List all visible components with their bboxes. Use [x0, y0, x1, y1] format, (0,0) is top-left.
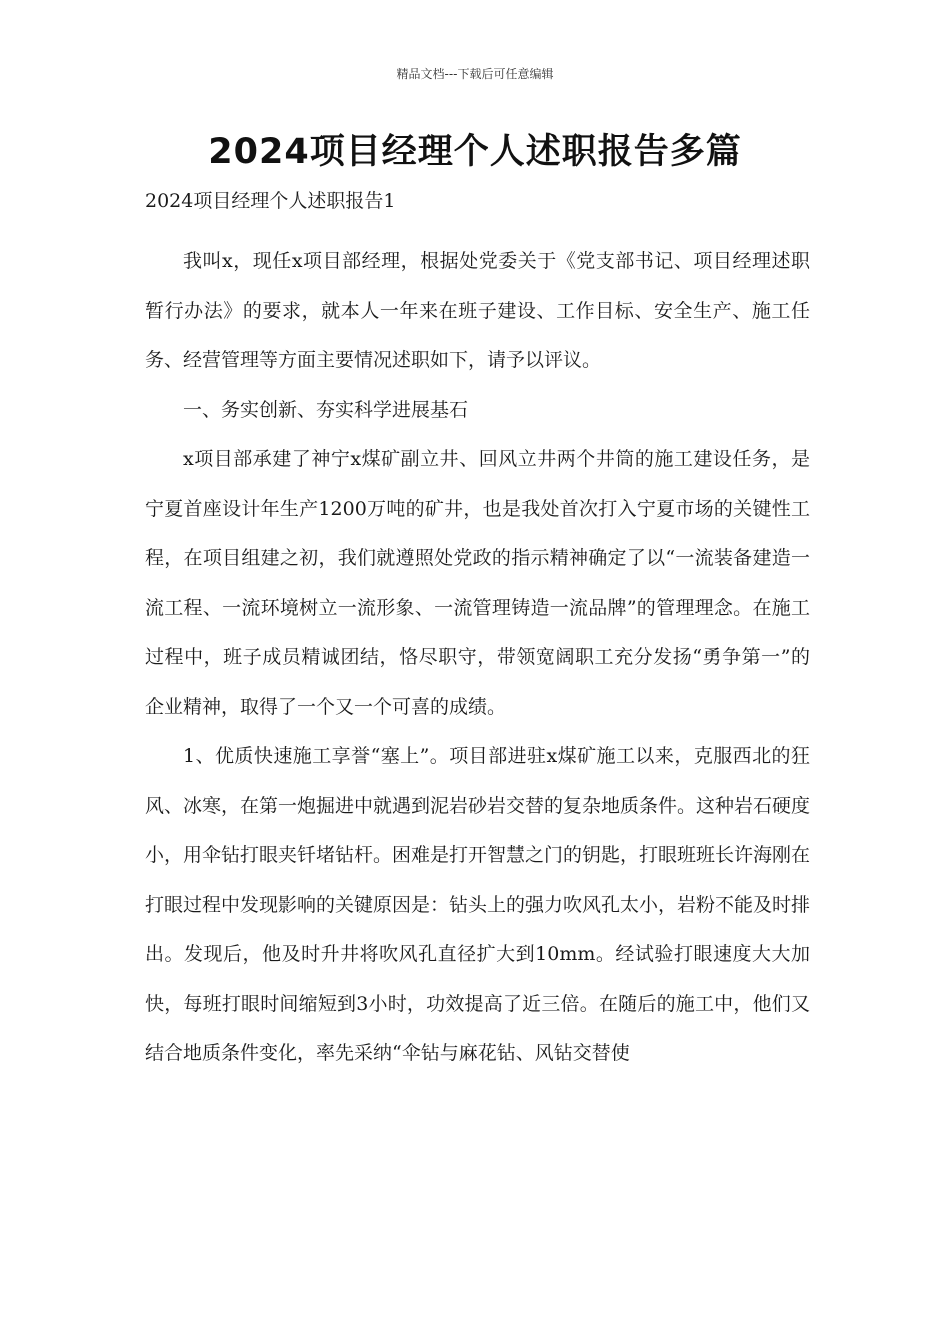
paragraph-project-overview: x项目部承建了神宁x煤矿副立井、回风立井两个井筒的施工建设任务，是宁夏首座设计年生产1200万吨的矿井，也是我处首次打入宁夏市场的关键性工程，在项目组建之初，我们就遵照处党政的指示精神确定了以“一流装备建造一流工程、一流环境树立一流形象、一流管理铸造一流品牌”的管理理念。在施工过程中，班子成员精诚团结，恪尽职守，带领宽阔职工充分发扬“勇争第一”的企业精神，取得了一个又一个可喜的成绩。: [145, 448, 810, 718]
document-body: [145, 185, 810, 1079]
section-heading-1: 一、务实创新、夯实科学进展基石: [183, 398, 469, 421]
page-header-watermark: 精品文档---下载后可任意编辑: [396, 67, 554, 81]
section-subheading: 2024项目经理个人述职报告1: [145, 190, 396, 212]
paragraph-quality-construction: 1、优质快速施工享誉“塞上”。项目部进驻x煤矿施工以来，克服西北的狂风、冰寒，在第一炮掘进中就遇到泥岩砂岩交替的复杂地质条件。这种岩石硬度小，用伞钻打眼夹钎堵钻杆。困难是打开智慧之门的钥匙，打眼班班长许海刚在打眼过程中发现影响的关键原因是：钻头上的强力吹风孔太小，岩粉不能及时排出。发现后，他及时升井将吹风孔直径扩大到10mm。经试验打眼速度大大加快，每班打眼时间缩短到3小时，功效提高了近三倍。在随后的施工中，他们又结合地质条件变化，率先采纳“伞钻与麻花钻、风钻交替使: [145, 745, 811, 1064]
paragraph-intro: 我叫x，现任x项目部经理，根据处党委关于《党支部书记、项目经理述职暂行办法》的要求，就本人一年来在班子建设、工作目标、安全生产、施工任务、经营管理等方面主要情况述职如下，请予以评议。: [145, 250, 810, 371]
document-title: 2024项目经理个人述职报告多篇: [208, 132, 742, 172]
